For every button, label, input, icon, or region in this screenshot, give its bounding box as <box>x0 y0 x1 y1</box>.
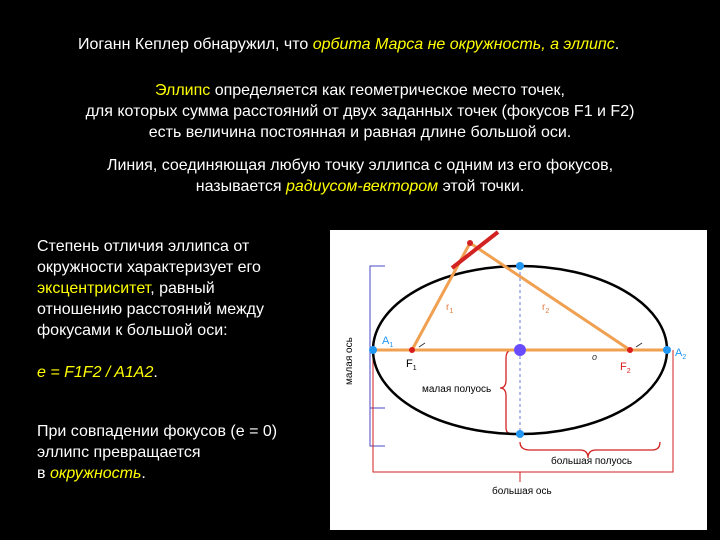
eccentricity-paragraph <box>37 236 264 383</box>
focus-f1-point <box>409 347 415 353</box>
radius-vector-term: радиусом-вектором <box>285 178 439 195</box>
circle-case-line-3 <box>37 463 277 484</box>
eccentricity-line-2: окружности характеризует его <box>37 259 261 276</box>
definition-line-1-rest: определяется как геометрическое место точек, <box>210 82 565 99</box>
radius-r1-subscript: 1 <box>449 308 454 315</box>
circle-case-line-2: эллипс превращается <box>37 444 201 461</box>
focus-f1-tick <box>419 343 425 347</box>
focus-f1-letter: F <box>406 358 413 370</box>
major-axis-bracket-right <box>520 350 673 472</box>
intro-highlight: орбита Марса не окружность, а эллипс <box>312 36 615 53</box>
vertex-a2-subscript: 2 <box>682 354 687 361</box>
center-point <box>514 344 526 356</box>
radius-vector-suffix: этой точки. <box>438 178 525 195</box>
intro-suffix: . <box>614 36 620 53</box>
eccentricity-line-4: отношению расстояний между <box>37 301 264 318</box>
intro-text <box>78 36 619 54</box>
focus-f2-subscript: 2 <box>626 368 631 375</box>
radius-r1-label <box>446 302 453 315</box>
focus-f2-point <box>627 347 633 353</box>
focus-f2-tick <box>636 343 642 347</box>
eccentricity-line-3 <box>37 278 264 299</box>
radius-r2-label <box>542 302 549 315</box>
ellipse-diagram-svg <box>330 230 707 530</box>
ellipse-point <box>467 240 473 246</box>
focus-f1-label <box>406 358 417 372</box>
vertex-a1-point <box>369 346 377 354</box>
eccentricity-formula: e = F1F2 / A1A2 <box>37 364 154 381</box>
definition-line-2: для которых сумма расстояний от двух заданных точек (фокусов F1 и F2) <box>85 103 635 120</box>
minor-axis-bracket-lower <box>370 408 385 446</box>
focus-f2-letter: F <box>620 361 627 373</box>
minor-axis-bottom-point <box>516 430 524 438</box>
major-semiaxis-label: большая полуось <box>551 456 633 467</box>
definition-line-3: есть величина постоянная и равная длине большой оси. <box>148 124 572 141</box>
radius-vector-line-1: Линия, соединяющая любую точку эллипса с одним из его фокусов, <box>106 157 614 174</box>
eccentricity-line-5: фокусами к большой оси: <box>37 322 228 339</box>
circle-case-paragraph <box>37 421 277 484</box>
radius-vector-r2 <box>470 243 630 350</box>
center-o-label: o <box>592 352 598 362</box>
circle-case-line-1: При совпадении фокусов (e = 0) <box>37 423 278 440</box>
vertex-a2-letter: A <box>675 347 683 359</box>
circle-case-suffix: . <box>141 465 146 482</box>
circle-term: окружность <box>49 465 142 482</box>
planet-marker <box>452 232 498 268</box>
vertex-a1-subscript: 1 <box>389 342 394 349</box>
minor-axis-label: малая ось <box>344 337 355 385</box>
major-axis-label: большая ось <box>492 486 552 497</box>
vertex-a1-letter: A <box>382 335 390 347</box>
vertex-a2-label <box>675 347 686 361</box>
eccentricity-term: эксцентриситет <box>37 280 151 297</box>
radius-r1-letter: r <box>446 302 450 313</box>
radius-r2-subscript: 2 <box>545 308 550 315</box>
eccentricity-formula-line <box>37 362 264 383</box>
definition-line-1 <box>0 82 720 100</box>
eccentricity-line-1: Степень отличия эллипса от <box>37 238 250 255</box>
minor-semiaxis-label: малая полуось <box>422 384 492 395</box>
circle-case-prefix: в <box>37 465 50 482</box>
vertex-a1-label <box>382 335 393 349</box>
intro-prefix: Иоганн Кеплер обнаружил, что <box>78 36 313 53</box>
minor-axis-top-point <box>516 262 524 270</box>
major-axis-bracket-left <box>373 350 520 482</box>
radius-vector-line-2 <box>0 178 720 196</box>
radius-vector-prefix: называется <box>195 178 286 195</box>
eccentricity-formula-suffix: . <box>153 364 158 381</box>
minor-semiaxis-brace <box>500 350 513 434</box>
eccentricity-line-3-rest: , равный <box>150 280 215 297</box>
vertex-a2-point <box>663 346 671 354</box>
focus-f1-subscript: 1 <box>412 365 417 372</box>
radius-r2-letter: r <box>542 302 546 313</box>
ellipse-term: Эллипс <box>155 82 211 99</box>
focus-f2-label <box>620 361 631 375</box>
ellipse-diagram <box>330 230 707 530</box>
